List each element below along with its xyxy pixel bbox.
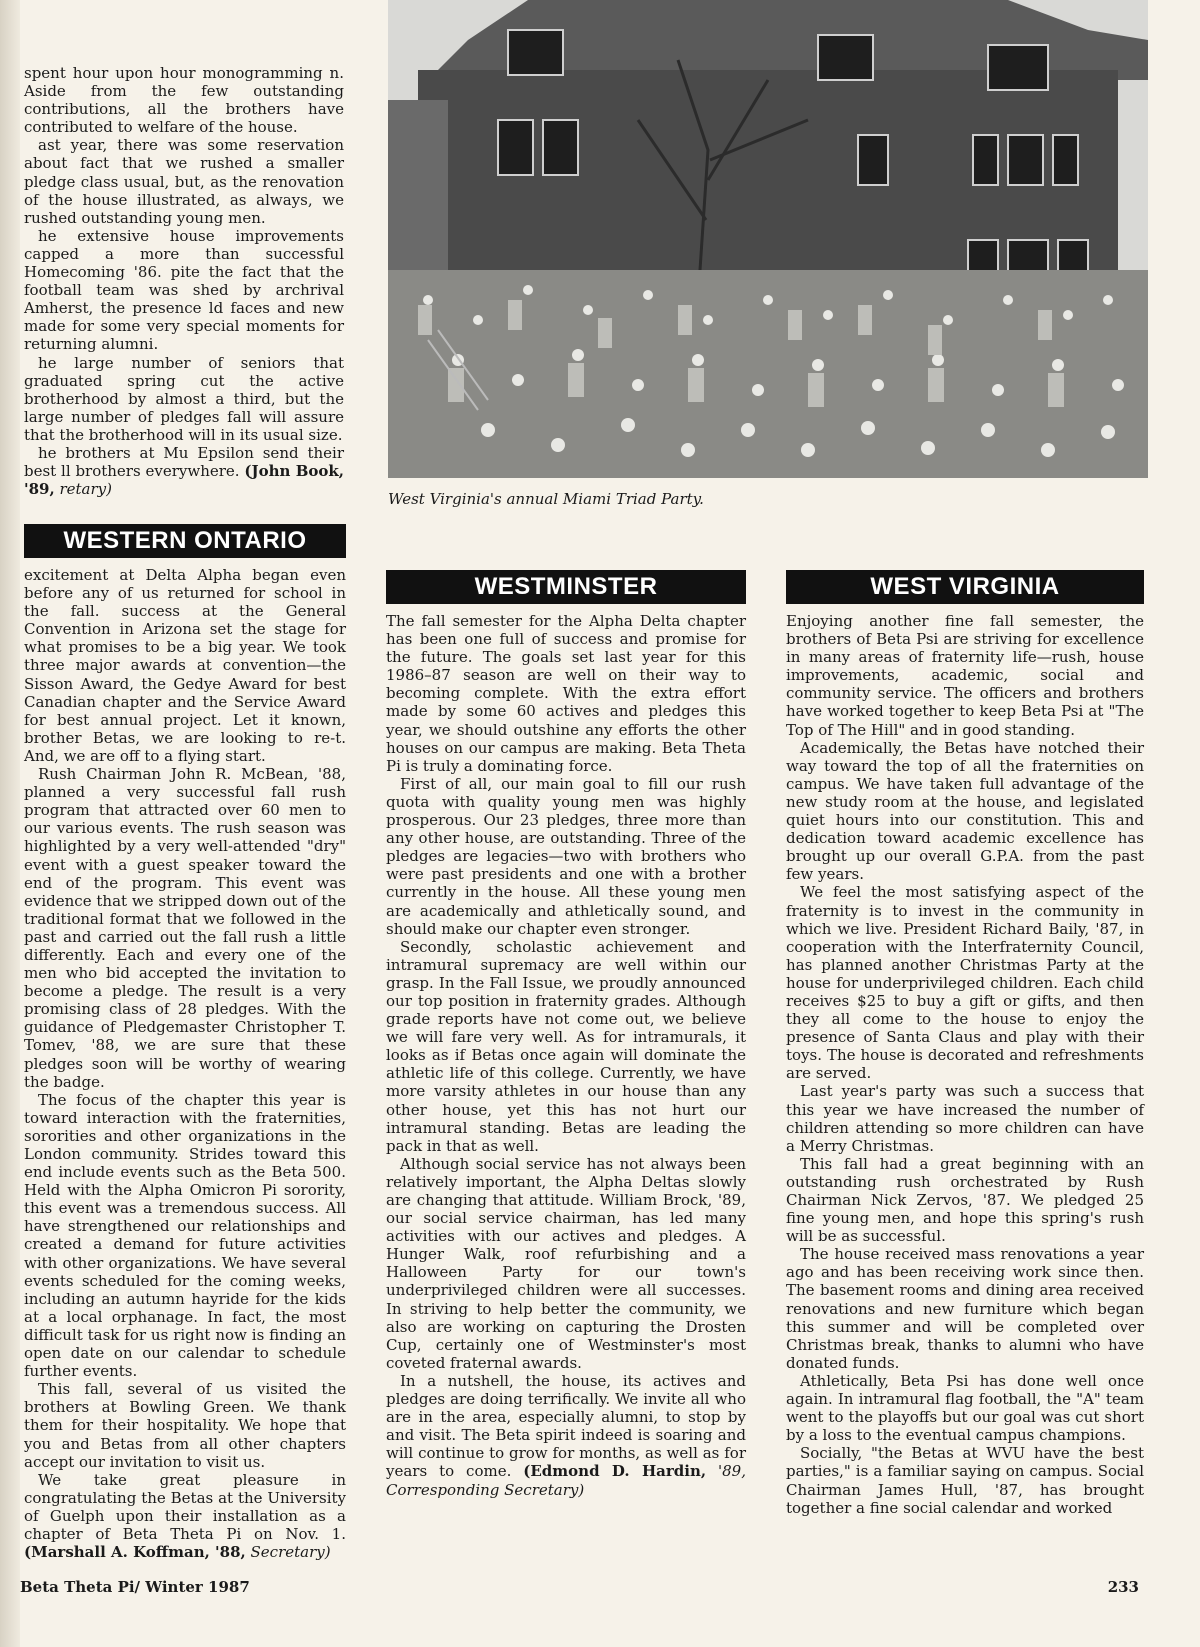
paragraph: The fall semester for the Alpha Delta chapter has been one full of success and promise for the future. The goals set last year for this 1986–87 season are well on their way to becoming complete. With the extra effort made by some 60 actives and pledges this year, we should outshine any efforts the other houses on our campus are making. Beta Theta Pi is truly a dominating force. xyxy=(386,612,746,775)
paragraph: excitement at Delta Alpha began even before any of us returned for school in the fall. success at the General Convention in Arizona set the stage for what promises to be a big year. We took three major awards at convention—the Sisson Award, the Gedye Award for best Canadian chapter and the Service Award for best annual project. Let it known, brother Betas, we are looking to re-t. And, we are off to a flying start. xyxy=(24,566,346,765)
author-signoff: (John Book, '89, xyxy=(24,462,344,499)
section-heading-western-ontario: WESTERN ONTARIO xyxy=(24,524,346,558)
left-continuation-column xyxy=(24,64,344,498)
paragraph: First of all, our main goal to fill our rush quota with quality young men was highly prosperous. Our 23 pledges, three more than any other house, are outstanding. Three of the pledges are legacies—two with brothers who were past presidents and one with a brother currently in the house. All these young men are academically and athletically sound, and should make our chapter even stronger. xyxy=(386,774,746,938)
author-role: retary) xyxy=(59,480,112,499)
paragraph: Last year's party was such a success that this year we have increased the number of children attending so more children can have a Merry Christmas. xyxy=(786,1082,1144,1155)
paragraph: Enjoying another fine fall semester, the brothers of Beta Psi are striving for excellence in many areas of fraternity life—rush, house improvements, academic, social and community service. The officers and brothers have worked together to keep Beta Psi at "The Top of The Hill" and in good standing. xyxy=(786,612,1144,739)
author-signoff: (Edmond D. Hardin, xyxy=(523,1462,707,1481)
publication-footer: Beta Theta Pi/ Winter 1987 xyxy=(20,1578,250,1596)
section-heading-west-virginia: WEST VIRGINIA xyxy=(786,570,1144,604)
paragraph: he large number of seniors that graduated spring cut the active brotherhood by almost a third, but the large number of pledges fall will assure that the brotherhood will in its usual size. xyxy=(24,353,344,444)
binding-shadow xyxy=(0,0,20,1647)
western-ontario-column xyxy=(24,566,346,1561)
section-heading-westminster: WESTMINSTER xyxy=(386,570,746,604)
paragraph: ast year, there was some reservation about fact that we rushed a smaller pledge class usual, but, as the renovation of the house illustrated, as always, we rushed outstanding young men. xyxy=(24,136,344,227)
paragraph: he extensive house improvements capped a more than successful Homecoming '86. pite the fact that the football team was shed by archrival Amherst, the presence ld faces and new made for some very special moments for returning alumni. xyxy=(24,226,344,354)
photo-caption: West Virginia's annual Miami Triad Party. xyxy=(388,490,704,508)
westminster-column xyxy=(386,612,746,1499)
paragraph: spent hour upon hour monogramming n. Aside from the few outstanding contributions, all the brothers have contributed to welfare of the house. xyxy=(24,64,344,137)
author-role: '89, Corresponding Secretary) xyxy=(386,1462,746,1499)
paragraph: This fall had a great beginning with an outstanding rush orchestrated by Rush Chairman Nick Zervos, '87. We pledged 25 fine young men, and hope this spring's rush will be as successful. xyxy=(786,1154,1144,1246)
west-virginia-column xyxy=(786,612,1144,1517)
paragraph: We take great pleasure in congratulating the Betas at the University of Guelph upon their installation as a chapter of Beta Theta Pi on Nov. 1. (Marshall A. Koffman, '88, Secretary) xyxy=(24,1470,346,1562)
paragraph: In a nutshell, the house, its actives and pledges are doing terrifically. We invite all who are in the area, especially alumni, to stop by and visit. The Beta spirit indeed is soaring and will continue to grow for months, as well as for years to come. (Edmond D. Hardin, '89, Corresponding Secretary) xyxy=(386,1371,746,1499)
paragraph: Athletically, Beta Psi has done well once again. In intramural flag football, the "A" team went to the playoffs but our goal was cut short by a loss to the eventual campus champions. xyxy=(786,1371,1144,1445)
paragraph: The house received mass renovations a year ago and has been receiving work since then. The basement rooms and dining area received renovations and new furniture which began this summer and will be completed over Christmas break, thanks to alumni who have donated funds. xyxy=(786,1245,1144,1372)
paragraph: Although social service has not always been relatively important, the Alpha Deltas slowly are changing that attitude. William Brock, '89, our social service chairman, has led many activities with our actives and pledges. A Hunger Walk, roof refurbishing and a Halloween Party for our town's underprivileged children were all successes. In striving to help better the community, we also are working on capturing the Drosten Cup, certainly one of Westminster's most coveted fraternal awards. xyxy=(386,1154,746,1372)
author-signoff: (Marshall A. Koffman, '88, xyxy=(24,1543,246,1562)
paragraph: The focus of the chapter this year is toward interaction with the fraternities, sororities and other organizations in the London community. Strides toward this end include events such as the Beta 500. Held with the Alpha Omicron Pi sorority, this event was a tremendous success. All have strengthened our relationships and created a demand for future activities with other organizations. We have several events scheduled for the coming weeks, including an autumn hayride for the kids at a local orphanage. In fact, the most difficult task for us right now is finding an open date on our calendar to schedule further events. xyxy=(24,1090,346,1381)
paragraph: Academically, the Betas have notched their way toward the top of all the fraternities on campus. We have taken full advantage of the new study room at the house, and legislated quiet hours into our constitution. This and dedication toward academic excellence has brought up our overall G.P.A. from the past few years. xyxy=(786,738,1144,884)
paragraph: This fall, several of us visited the brothers at Bowling Green. We thank them for their hospitality. We hope that you and Betas from all other chapters accept our invitation to visit us. xyxy=(24,1380,346,1471)
author-role: Secretary) xyxy=(250,1543,331,1562)
paragraph: he brothers at Mu Epsilon send their best ll brothers everywhere. (John Book, '89, retary) xyxy=(24,443,344,499)
paragraph: We feel the most satisfying aspect of the fraternity is to invest in the community in which we live. President Richard Baily, '87, in cooperation with the Interfraternity Council, has planned another Christmas Party at the house for underprivileged children. Each child receives $25 to buy a gift or gifts, and then they all come to the house to enjoy the presence of Santa Claus and play with their toys. The house is decorated and refreshments are served. xyxy=(786,883,1144,1083)
paragraph: Secondly, scholastic achievement and intramural supremacy are well within our grasp. In the Fall Issue, we proudly announced our top position in fraternity grades. Although grade reports have not come out, we believe we will fare very well. As for intramurals, it looks as if Betas once again will dominate the athletic life of this college. Currently, we have more varsity athletes in our house than any other house, yet this has not hurt our intramural standing. Betas are leading the pack in that as well. xyxy=(386,937,746,1155)
page-number: 233 xyxy=(1107,1578,1139,1596)
paragraph: Socially, "the Betas at WVU have the best parties," is a familiar saying on campus. Social Chairman James Hull, '87, has brought together a fine social calendar and worked xyxy=(786,1444,1144,1517)
paragraph: Rush Chairman John R. McBean, '88, planned a very successful fall rush program that attracted over 60 men to our various events. The rush season was highlighted by a very well-attended "dry" event with a guest speaker toward the end of the program. This event was evidence that we stripped down out of the traditional format that we followed in the past and carried out the fall rush a little differently. Each and every one of the men who bid accepted the invitation to become a pledge. The result is a very promising class of 28 pledges. With the guidance of Pledgemaster Christopher T. Tomev, '88, we are sure that these pledges soon will be worthy of wearing the badge. xyxy=(24,765,346,1091)
chapter-house-photo xyxy=(388,0,1148,478)
